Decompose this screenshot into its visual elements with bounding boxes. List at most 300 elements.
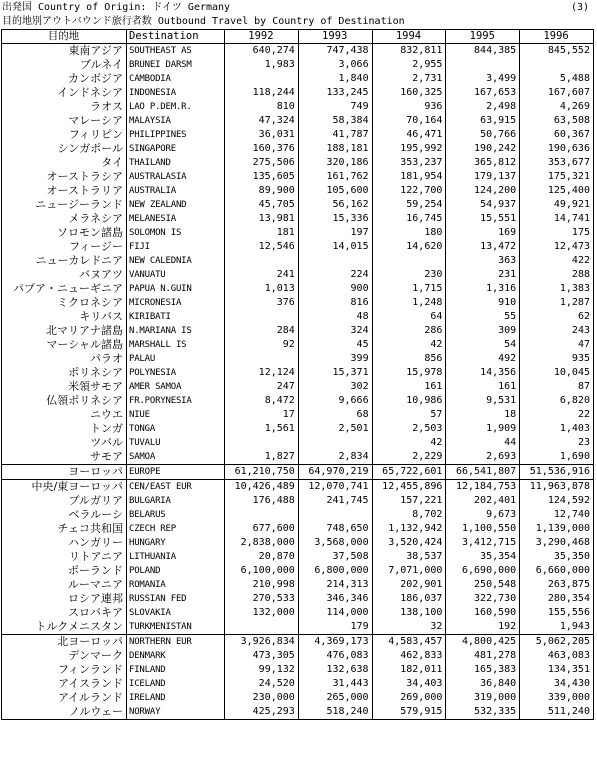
value-cell	[298, 436, 372, 450]
value-cell: 20,870	[225, 550, 299, 564]
value-cell: 4,269	[520, 100, 594, 114]
destination-jp-cell: ポリネシア	[2, 366, 127, 380]
value-cell: 1,316	[446, 282, 520, 296]
page-title: 目的地別アウトバウンド旅行者数 Outbound Travel by Country of Destination	[2, 16, 405, 27]
table-row	[2, 606, 594, 620]
destination-en-cell: FIJI	[127, 240, 225, 254]
value-cell: 192	[446, 620, 520, 635]
destination-jp-cell: 仏領ポリネシア	[2, 394, 127, 408]
value-cell: 31,443	[298, 677, 372, 691]
value-cell: 51,536,916	[520, 465, 594, 480]
destination-jp-cell: ポーランド	[2, 564, 127, 578]
value-cell	[225, 310, 299, 324]
value-cell: 230,000	[225, 691, 299, 705]
column-header-1994: 1994	[372, 30, 446, 44]
value-cell: 640,274	[225, 44, 299, 59]
value-cell: 11,963,878	[520, 480, 594, 495]
destination-jp-cell: インドネシア	[2, 86, 127, 100]
value-cell: 70,164	[372, 114, 446, 128]
value-cell	[225, 620, 299, 635]
value-cell: 42	[372, 338, 446, 352]
destination-en-cell: SINGAPORE	[127, 142, 225, 156]
table-row	[2, 465, 594, 480]
value-cell: 62	[520, 310, 594, 324]
origin-line: 出発国 Country of Origin: ドイツ Germany	[2, 2, 231, 13]
value-cell: 169	[446, 226, 520, 240]
value-cell: 87	[520, 380, 594, 394]
table-row	[2, 142, 594, 156]
value-cell: 124,592	[520, 494, 594, 508]
value-cell: 45	[298, 338, 372, 352]
value-cell: 161	[372, 380, 446, 394]
destination-jp-cell: ソロモン諸島	[2, 226, 127, 240]
destination-jp-cell: リトアニア	[2, 550, 127, 564]
value-cell: 46,471	[372, 128, 446, 142]
value-cell: 5,488	[520, 72, 594, 86]
destination-jp-cell: キリバス	[2, 310, 127, 324]
destination-jp-cell: サモア	[2, 450, 127, 465]
table-row	[2, 170, 594, 184]
destination-en-cell: TONGA	[127, 422, 225, 436]
destination-en-cell: PALAU	[127, 352, 225, 366]
destination-jp-cell: シンガポール	[2, 142, 127, 156]
value-cell: 47	[520, 338, 594, 352]
value-cell: 202,901	[372, 578, 446, 592]
destination-en-cell: CZECH REP	[127, 522, 225, 536]
column-header-1993: 1993	[298, 30, 372, 44]
table-row	[2, 254, 594, 268]
value-cell: 463,083	[520, 649, 594, 663]
value-cell: 3,499	[446, 72, 520, 86]
value-cell: 68	[298, 408, 372, 422]
table-row	[2, 649, 594, 663]
value-cell: 65,722,601	[372, 465, 446, 480]
value-cell: 3,066	[298, 58, 372, 72]
value-cell: 167,607	[520, 86, 594, 100]
destination-jp-cell: トンガ	[2, 422, 127, 436]
destination-en-cell: AUSTRALASIA	[127, 170, 225, 184]
value-cell: 15,336	[298, 212, 372, 226]
value-cell: 180	[372, 226, 446, 240]
value-cell: 269,000	[372, 691, 446, 705]
destination-jp-cell: ヨーロッパ	[2, 465, 127, 480]
table-row	[2, 508, 594, 522]
value-cell: 1,827	[225, 450, 299, 465]
value-cell: 462,833	[372, 649, 446, 663]
value-cell: 845,552	[520, 44, 594, 59]
value-cell: 160,325	[372, 86, 446, 100]
value-cell: 224	[298, 268, 372, 282]
table-row	[2, 592, 594, 606]
value-cell: 748,650	[298, 522, 372, 536]
value-cell: 810	[225, 100, 299, 114]
destination-jp-cell: ミクロネシア	[2, 296, 127, 310]
destination-jp-cell: ルーマニア	[2, 578, 127, 592]
destination-en-cell: MELANESIA	[127, 212, 225, 226]
value-cell: 160,376	[225, 142, 299, 156]
value-cell: 749	[298, 100, 372, 114]
value-cell: 89,900	[225, 184, 299, 198]
value-cell: 125,400	[520, 184, 594, 198]
value-cell: 61,210,750	[225, 465, 299, 480]
value-cell: 18	[446, 408, 520, 422]
value-cell: 353,677	[520, 156, 594, 170]
destination-en-cell: BULGARIA	[127, 494, 225, 508]
destination-en-cell: CAMBODIA	[127, 72, 225, 86]
origin-header	[0, 1, 597, 14]
value-cell: 210,998	[225, 578, 299, 592]
table-row	[2, 324, 594, 338]
destination-jp-cell: フィージー	[2, 240, 127, 254]
title-header	[0, 15, 597, 28]
value-cell: 195,992	[372, 142, 446, 156]
value-cell: 353,237	[372, 156, 446, 170]
table-row	[2, 620, 594, 635]
destination-en-cell: BRUNEI DARSM	[127, 58, 225, 72]
table-row	[2, 268, 594, 282]
table-row	[2, 72, 594, 86]
table-row	[2, 44, 594, 59]
table-row	[2, 156, 594, 170]
value-cell: 747,438	[298, 44, 372, 59]
destination-en-cell: N.MARIANA IS	[127, 324, 225, 338]
value-cell: 167,653	[446, 86, 520, 100]
column-header-1996: 1996	[520, 30, 594, 44]
destination-jp-cell: 中央/東ヨーロッパ	[2, 480, 127, 495]
value-cell: 319,000	[446, 691, 520, 705]
destination-en-cell: SOUTHEAST AS	[127, 44, 225, 59]
destination-jp-cell: ベラルーシ	[2, 508, 127, 522]
value-cell: 45,705	[225, 198, 299, 212]
value-cell: 1,943	[520, 620, 594, 635]
destination-en-cell: INDONESIA	[127, 86, 225, 100]
destination-jp-cell: トルクメニスタン	[2, 620, 127, 635]
value-cell: 155,556	[520, 606, 594, 620]
value-cell: 35,350	[520, 550, 594, 564]
destination-en-cell: TUVALU	[127, 436, 225, 450]
value-cell: 286	[372, 324, 446, 338]
value-cell: 36,031	[225, 128, 299, 142]
value-cell: 15,371	[298, 366, 372, 380]
value-cell: 9,673	[446, 508, 520, 522]
value-cell: 4,800,425	[446, 635, 520, 650]
value-cell	[225, 352, 299, 366]
value-cell: 10,426,489	[225, 480, 299, 495]
value-cell: 14,015	[298, 240, 372, 254]
value-cell: 6,660,000	[520, 564, 594, 578]
destination-en-cell: VANUATU	[127, 268, 225, 282]
value-cell: 54	[446, 338, 520, 352]
value-cell: 36,840	[446, 677, 520, 691]
value-cell: 247	[225, 380, 299, 394]
destination-jp-cell: オーストラシア	[2, 170, 127, 184]
value-cell: 2,834	[298, 450, 372, 465]
table-row	[2, 480, 594, 495]
value-cell: 280,354	[520, 592, 594, 606]
value-cell: 3,412,715	[446, 536, 520, 550]
value-cell: 54,937	[446, 198, 520, 212]
value-cell: 176,488	[225, 494, 299, 508]
value-cell: 3,568,000	[298, 536, 372, 550]
table-row	[2, 58, 594, 72]
destination-jp-cell: 北ヨーロッパ	[2, 635, 127, 650]
value-cell: 6,820	[520, 394, 594, 408]
value-cell: 202,401	[446, 494, 520, 508]
destination-jp-cell: ブルネイ	[2, 58, 127, 72]
value-cell: 14,356	[446, 366, 520, 380]
value-cell: 175	[520, 226, 594, 240]
value-cell: 910	[446, 296, 520, 310]
destination-en-cell: SOLOMON IS	[127, 226, 225, 240]
value-cell: 32	[372, 620, 446, 635]
table-row	[2, 226, 594, 240]
value-cell: 59,254	[372, 198, 446, 212]
value-cell: 241	[225, 268, 299, 282]
value-cell: 677,600	[225, 522, 299, 536]
value-cell: 132,638	[298, 663, 372, 677]
destination-en-cell: AUSTRALIA	[127, 184, 225, 198]
value-cell: 34,403	[372, 677, 446, 691]
value-cell	[225, 508, 299, 522]
destination-en-cell: SAMOA	[127, 450, 225, 465]
destination-en-cell: NORTHERN EUR	[127, 635, 225, 650]
destination-jp-cell: マーシャル諸島	[2, 338, 127, 352]
column-header-1995: 1995	[446, 30, 520, 44]
value-cell	[225, 254, 299, 268]
value-cell: 132,000	[225, 606, 299, 620]
value-cell: 92	[225, 338, 299, 352]
value-cell: 363	[446, 254, 520, 268]
value-cell: 122,700	[372, 184, 446, 198]
value-cell: 8,702	[372, 508, 446, 522]
value-cell: 1,248	[372, 296, 446, 310]
value-cell: 1,100,550	[446, 522, 520, 536]
value-cell: 12,455,896	[372, 480, 446, 495]
value-cell: 309	[446, 324, 520, 338]
table-row	[2, 578, 594, 592]
value-cell: 284	[225, 324, 299, 338]
destination-jp-cell: 北マリアナ諸島	[2, 324, 127, 338]
table-row	[2, 86, 594, 100]
destination-en-cell: RUSSIAN FED	[127, 592, 225, 606]
value-cell: 1,715	[372, 282, 446, 296]
value-cell: 12,546	[225, 240, 299, 254]
value-cell: 2,501	[298, 422, 372, 436]
value-cell: 936	[372, 100, 446, 114]
value-cell: 17	[225, 408, 299, 422]
value-cell: 8,472	[225, 394, 299, 408]
value-cell: 3,290,468	[520, 536, 594, 550]
value-cell: 250,548	[446, 578, 520, 592]
destination-jp-cell: スロバキア	[2, 606, 127, 620]
value-cell: 532,335	[446, 705, 520, 720]
value-cell: 481,278	[446, 649, 520, 663]
value-cell: 12,070,741	[298, 480, 372, 495]
destination-en-cell: ROMANIA	[127, 578, 225, 592]
value-cell: 190,242	[446, 142, 520, 156]
value-cell: 265,000	[298, 691, 372, 705]
table-row	[2, 536, 594, 550]
value-cell: 1,287	[520, 296, 594, 310]
value-cell: 322,730	[446, 592, 520, 606]
destination-en-cell: CEN/EAST EUR	[127, 480, 225, 495]
destination-jp-cell: ニュージーランド	[2, 198, 127, 212]
value-cell	[520, 58, 594, 72]
destination-en-cell: FR.PORYNESIA	[127, 394, 225, 408]
destination-en-cell: LITHUANIA	[127, 550, 225, 564]
value-cell: 64,970,219	[298, 465, 372, 480]
destination-en-cell: EUROPE	[127, 465, 225, 480]
value-cell: 1,403	[520, 422, 594, 436]
destination-en-cell: AMER SAMOA	[127, 380, 225, 394]
value-cell: 6,800,000	[298, 564, 372, 578]
table-row	[2, 282, 594, 296]
destination-en-cell: ICELAND	[127, 677, 225, 691]
table-row	[2, 352, 594, 366]
value-cell: 22	[520, 408, 594, 422]
value-cell: 64	[372, 310, 446, 324]
value-cell: 2,731	[372, 72, 446, 86]
value-cell: 99,132	[225, 663, 299, 677]
destination-en-cell: KIRIBATI	[127, 310, 225, 324]
value-cell: 44	[446, 436, 520, 450]
table-row	[2, 100, 594, 114]
table-row	[2, 366, 594, 380]
value-cell: 1,132,942	[372, 522, 446, 536]
value-cell: 60,367	[520, 128, 594, 142]
destination-en-cell: NEW ZEALAND	[127, 198, 225, 212]
value-cell: 186,037	[372, 592, 446, 606]
value-cell: 165,383	[446, 663, 520, 677]
value-cell: 161,762	[298, 170, 372, 184]
value-cell: 243	[520, 324, 594, 338]
value-cell: 473,305	[225, 649, 299, 663]
destination-jp-cell: バヌアツ	[2, 268, 127, 282]
value-cell: 5,062,205	[520, 635, 594, 650]
value-cell: 320,186	[298, 156, 372, 170]
value-cell: 1,983	[225, 58, 299, 72]
table-row	[2, 240, 594, 254]
value-cell: 214,313	[298, 578, 372, 592]
value-cell: 197	[298, 226, 372, 240]
value-cell: 492	[446, 352, 520, 366]
value-cell: 365,812	[446, 156, 520, 170]
outbound-travel-table	[1, 29, 594, 720]
value-cell: 9,531	[446, 394, 520, 408]
destination-en-cell: PAPUA N.GUIN	[127, 282, 225, 296]
value-cell: 14,620	[372, 240, 446, 254]
value-cell: 302	[298, 380, 372, 394]
table-row	[2, 310, 594, 324]
value-cell: 399	[298, 352, 372, 366]
table-row	[2, 691, 594, 705]
value-cell	[446, 58, 520, 72]
value-cell: 42	[372, 436, 446, 450]
value-cell: 57	[372, 408, 446, 422]
value-cell: 14,741	[520, 212, 594, 226]
destination-jp-cell: 米領サモア	[2, 380, 127, 394]
destination-en-cell: SLOVAKIA	[127, 606, 225, 620]
value-cell: 1,840	[298, 72, 372, 86]
value-cell: 1,690	[520, 450, 594, 465]
table-row	[2, 296, 594, 310]
value-cell: 376	[225, 296, 299, 310]
value-cell: 190,636	[520, 142, 594, 156]
value-cell: 3,926,834	[225, 635, 299, 650]
destination-jp-cell: マレーシア	[2, 114, 127, 128]
table-row	[2, 394, 594, 408]
value-cell: 12,124	[225, 366, 299, 380]
value-cell: 1,139,000	[520, 522, 594, 536]
value-cell: 134,351	[520, 663, 594, 677]
value-cell: 58,384	[298, 114, 372, 128]
destination-en-cell: THAILAND	[127, 156, 225, 170]
value-cell	[298, 254, 372, 268]
column-header-destination-jp: 目的地	[2, 30, 127, 44]
value-cell: 288	[520, 268, 594, 282]
table-row	[2, 522, 594, 536]
value-cell: 339,000	[520, 691, 594, 705]
value-cell: 48	[298, 310, 372, 324]
column-header-1992: 1992	[225, 30, 299, 44]
value-cell: 157,221	[372, 494, 446, 508]
value-cell: 50,766	[446, 128, 520, 142]
destination-jp-cell: フィンランド	[2, 663, 127, 677]
value-cell: 844,385	[446, 44, 520, 59]
column-header-destination-en: Destination	[127, 30, 225, 44]
table-row	[2, 198, 594, 212]
table-row	[2, 338, 594, 352]
table-row	[2, 422, 594, 436]
value-cell: 114,000	[298, 606, 372, 620]
value-cell: 2,955	[372, 58, 446, 72]
value-cell: 38,537	[372, 550, 446, 564]
value-cell: 179,137	[446, 170, 520, 184]
value-cell: 161	[446, 380, 520, 394]
value-cell: 49,921	[520, 198, 594, 212]
destination-en-cell: MALAYSIA	[127, 114, 225, 128]
value-cell: 13,981	[225, 212, 299, 226]
value-cell: 425,293	[225, 705, 299, 720]
destination-en-cell: NORWAY	[127, 705, 225, 720]
value-cell: 63,508	[520, 114, 594, 128]
destination-en-cell: LAO P.DEM.R.	[127, 100, 225, 114]
value-cell	[372, 254, 446, 268]
value-cell: 518,240	[298, 705, 372, 720]
destination-jp-cell: メラネシア	[2, 212, 127, 226]
destination-en-cell: DENMARK	[127, 649, 225, 663]
table-row	[2, 663, 594, 677]
value-cell: 816	[298, 296, 372, 310]
value-cell: 105,600	[298, 184, 372, 198]
value-cell: 1,909	[446, 422, 520, 436]
value-cell: 16,745	[372, 212, 446, 226]
destination-en-cell: MARSHALL IS	[127, 338, 225, 352]
value-cell: 270,533	[225, 592, 299, 606]
table-row	[2, 408, 594, 422]
destination-en-cell: NIUE	[127, 408, 225, 422]
value-cell: 6,690,000	[446, 564, 520, 578]
destination-jp-cell: ノルウェー	[2, 705, 127, 720]
table-row	[2, 114, 594, 128]
destination-jp-cell: アイルランド	[2, 691, 127, 705]
table-row	[2, 380, 594, 394]
value-cell: 7,071,000	[372, 564, 446, 578]
value-cell: 9,666	[298, 394, 372, 408]
value-cell: 179	[298, 620, 372, 635]
value-cell: 324	[298, 324, 372, 338]
destination-jp-cell: ニューカレドニア	[2, 254, 127, 268]
